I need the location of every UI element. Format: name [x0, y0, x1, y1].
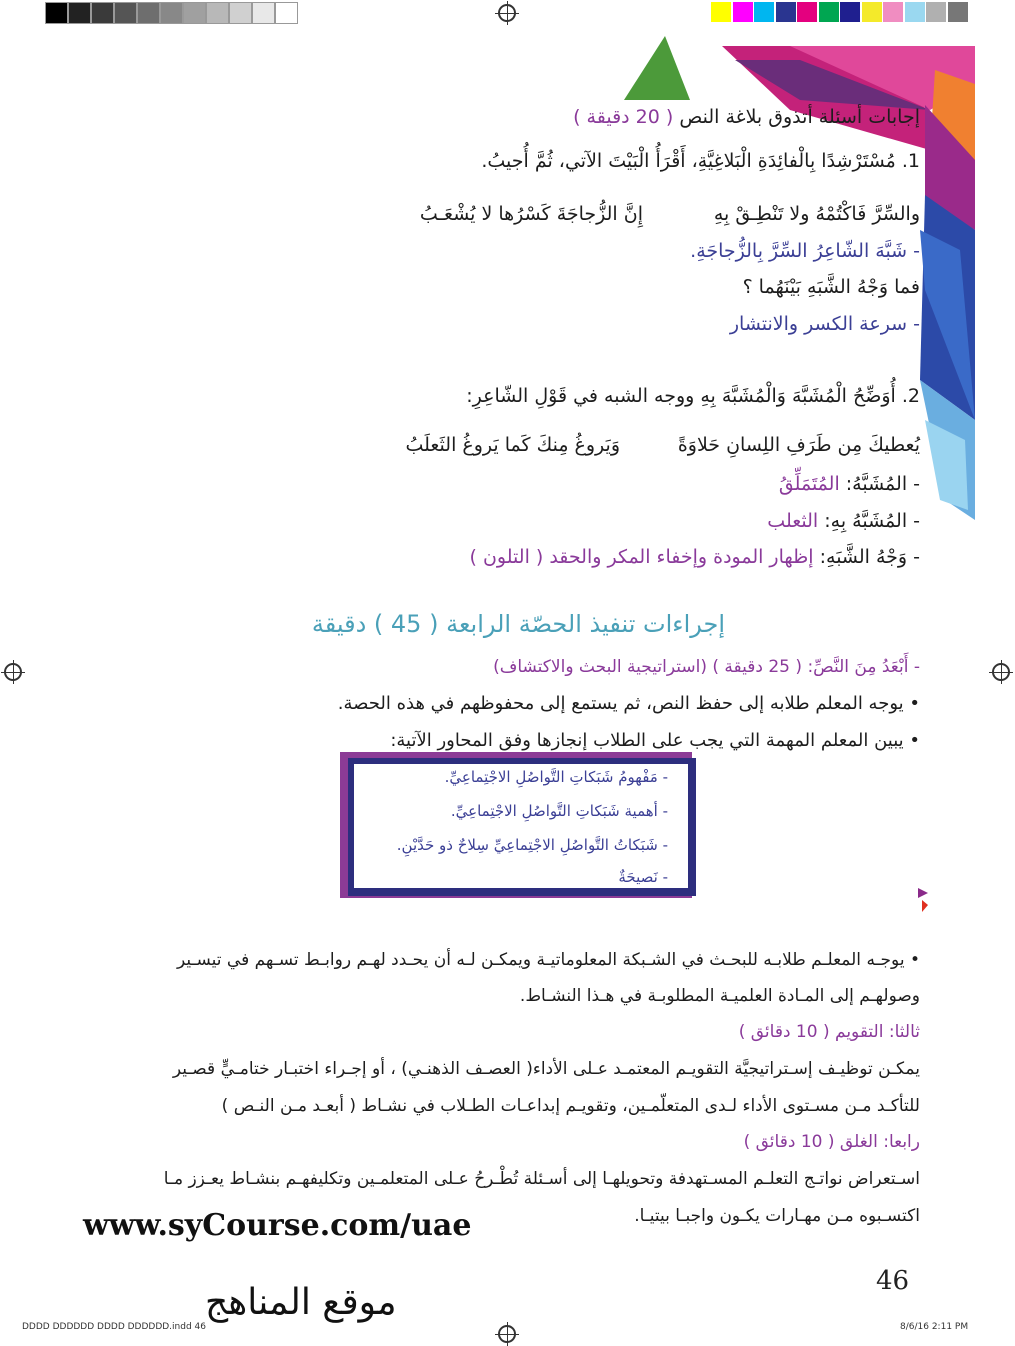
section2-subheading [493, 657, 920, 677]
topic-item: - نَصيحَةٌ [618, 868, 668, 886]
bullet-3-line1: • يوجـه المعلـم طلابـه للبحـث في الشـبكة المعلوماتيـة ويمكـن لـه أن يحـدد لهـم روابـط تسـهم في تيسـير [177, 950, 920, 970]
section2-sub-label: - أَبْعَدُ مِنَ النَّصِّ: [807, 657, 920, 677]
section4-heading: رابعا: الغلق ( 10 دقائق ) [743, 1132, 920, 1152]
mushabbah-bih-value: الثعلب [767, 510, 819, 532]
answer-1: - شَبَّهَ الشّاعِرُ السِّرَّ بِالزُّجاجَةِ. [690, 240, 920, 262]
section1-heading-text: إجابات أسئلة أتذوق بلاغة النص [679, 106, 920, 128]
topics-box [340, 752, 700, 902]
bullet-1: • يوجه المعلم طلابه إلى حفظ النص، ثم يستمع إلى محفوظهم في هذه الحصة. [337, 693, 920, 714]
mushabbah-bih-label: - المُشَبَّهُ بِهِ: [824, 510, 920, 532]
verse1-first-half: والسِّرَّ فَاكْتُمْهُ ولا تَنْطِـقْ بِهِ [713, 203, 920, 225]
verse1-second-half: إِنَّ الزُّجاجَةَ كَسْرُها لا يُشْعَـبُ [419, 203, 643, 225]
footer-date: 8/6/16 2:11 PM [900, 1322, 969, 1332]
topics-box-content [354, 764, 688, 888]
watermark-url: www.syCourse.com/uae [83, 1208, 472, 1243]
section1-heading-time: ( 20 دقيقة ) [573, 106, 674, 128]
topic-item: - أهمية شَبَكاتِ التَّواصُلِ الاجْتِماعِيِّ. [450, 802, 668, 820]
small-purple-mark [918, 888, 928, 898]
answer-1b: - سرعة الكسر والانتشار [729, 313, 920, 335]
mushabbah-label: - المُشَبَّهُ: [845, 473, 920, 495]
green-triangle-shape [624, 36, 690, 100]
section4-line1: اسـتعراض نواتـج التعلـم المسـتهدفة وتحويلهـا إلى أسـئلة تُطْـرحُ عـلى المتعلمـين وتكليفهـم بنشـاط يعـزز مـا [163, 1169, 920, 1189]
verse2-second-half: وَيَروغُ مِنكَ كَما يَروغُ الثَعلَبُ [405, 434, 620, 456]
question-2: 2. أُوَضِّحُ الْمُشَبَّهَ وَالْمُشَبَّهَ بِهِ ووجه الشبه في قَوْلِ الشّاعِرِ: [466, 385, 920, 407]
answer-mushabbah-bih [767, 510, 920, 532]
question-1b: فما وَجْهُ الشَّبَهِ بَيْنَهُما ؟ [742, 276, 920, 298]
footer-file: DDDD DDDDDD DDDD DDDDDD.indd 46 [22, 1322, 206, 1332]
answer-wajh [470, 546, 920, 568]
topic-item: - مَفْهومُ شَبَكاتِ التَّواصُلِ الاجْتِماعِيِّ. [444, 768, 668, 786]
section4-line2: اكتسـبوه مـن مهـارات يكـون واجبـا بيتيـا. [634, 1206, 920, 1226]
bullet-3-line2: وصولهـم إلى المـادة العلميـة المطلوبـة في هـذا النشـاط. [519, 986, 920, 1006]
section3-line1: يمكـن توظيـف إسـتراتيجيَّة التقويـم المعتمـد عـلى الأداء( العصـف الذهنـي) ، أو إجـراء اختبـار ختامـيٍّ قصـير [172, 1059, 920, 1079]
small-red-mark [922, 900, 928, 912]
wajh-value: إظهار المودة وإخفاء المكر والحقد ( التلون ) [469, 546, 814, 568]
verse2-first-half: يُعطيكَ مِن طَرَفِ اللِسانِ حَلاوَةً [677, 434, 920, 456]
section2-title: إجراءات تنفيذ الحصّة الرابعة ( 45 ) دقيقة [311, 610, 725, 638]
bullet-2: • يبين المعلم المهمة التي يجب على الطلاب إنجازها وفق المحاور الآتية: [390, 730, 920, 751]
section3-heading: ثالثا: التقويم ( 10 دقائق ) [738, 1022, 920, 1042]
section2-sub-rest: ( 25 دقيقة ) (استراتيجية البحث والاكتشاف) [493, 657, 803, 677]
topic-item: - شَبَكاتُ التَّواصُلِ الاجْتِماعِيِّ سِلاحٌ ذو حَدَّيْنِ. [396, 836, 668, 854]
wajh-label: - وَجْهُ الشَّبَهِ: [819, 546, 920, 568]
page-number: 46 [876, 1266, 910, 1296]
answer-mushabbah [779, 473, 920, 495]
mushabbah-value: المُتَمَلِّقُ [778, 473, 840, 495]
question-1: 1. مُسْتَرْشِدًا بِالْفائِدَةِ الْبَلاغِيَّةِ، أَقْرَأُ الْبَيْتَ الآتي، ثُمَّ أُجيبُ. [481, 150, 920, 172]
section1-heading [573, 106, 920, 128]
watermark-site-name: موقع المناهج [205, 1282, 397, 1323]
section3-line2: للتأكـد مـن مسـتوى الأداء لـدى المتعلّمـين، وتقويـم إبداعـات الطـلاب في نشـاط ( أبعـد مـن النـص ) [221, 1096, 920, 1116]
